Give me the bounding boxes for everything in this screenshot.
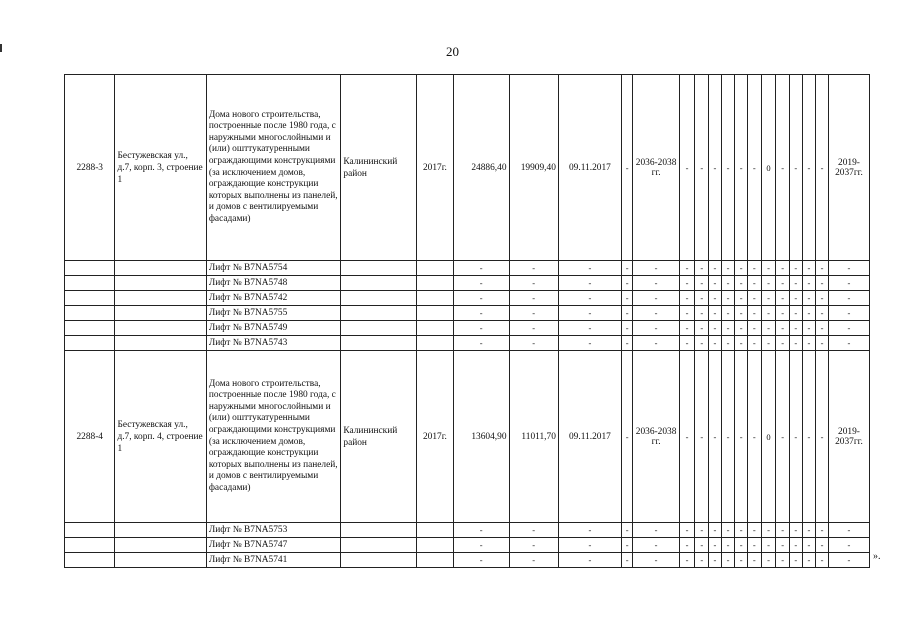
dash-cell: - bbox=[776, 538, 790, 553]
empty-cell bbox=[115, 553, 206, 568]
dash-cell: - bbox=[776, 261, 790, 276]
repair-period: 2036-2038 гг. bbox=[633, 75, 679, 261]
dash-cell: - bbox=[721, 523, 735, 538]
empty-cell bbox=[417, 291, 454, 306]
dash-cell: - bbox=[776, 306, 790, 321]
empty-cell bbox=[341, 261, 417, 276]
dash-cell: - bbox=[828, 553, 869, 568]
program-period: 2019-2037гг. bbox=[828, 351, 869, 523]
dash-cell: - bbox=[509, 291, 558, 306]
empty-cell bbox=[115, 321, 206, 336]
dash-cell: - bbox=[721, 336, 735, 351]
dash-cell: - bbox=[776, 291, 790, 306]
dash-cell: - bbox=[453, 306, 509, 321]
house-description: Дома нового строительства, построенные после 1980 года, с наружными многослойными и (или) ошттукатуренными ограждающими конструкциями (за исключением домов, ограждающие конструкции которых выполнены из панелей, и домов с вентилируемыми фасадами) bbox=[206, 75, 341, 261]
lift-row bbox=[65, 538, 870, 553]
lift-name: Лифт № B7NA5749 bbox=[206, 321, 341, 336]
dash-cell: - bbox=[802, 75, 816, 261]
dash-cell: - bbox=[679, 261, 695, 276]
dash-cell: - bbox=[679, 523, 695, 538]
dash-cell: - bbox=[735, 75, 748, 261]
empty-cell bbox=[341, 523, 417, 538]
empty-cell bbox=[115, 291, 206, 306]
dash-cell: - bbox=[633, 321, 679, 336]
dash-cell: - bbox=[509, 538, 558, 553]
dash-cell: - bbox=[790, 261, 803, 276]
living-area: 11011,70 bbox=[509, 351, 558, 523]
dash-cell: - bbox=[509, 336, 558, 351]
dash-cell: - bbox=[558, 321, 621, 336]
dash-cell: - bbox=[721, 351, 735, 523]
dash-cell: - bbox=[761, 291, 776, 306]
dash-cell: - bbox=[621, 523, 633, 538]
dash-cell: - bbox=[621, 276, 633, 291]
dash-cell: - bbox=[816, 321, 829, 336]
dash-cell: - bbox=[761, 523, 776, 538]
dash-cell: - bbox=[679, 291, 695, 306]
house-address: Бестужевская ул., д.7, корп. 4, строение 1 bbox=[115, 351, 206, 523]
dash-cell: - bbox=[709, 291, 722, 306]
dash-cell: - bbox=[748, 276, 762, 291]
dash-cell: - bbox=[828, 276, 869, 291]
dash-cell: - bbox=[735, 261, 748, 276]
dash-cell: - bbox=[761, 261, 776, 276]
dash-cell: - bbox=[453, 321, 509, 336]
dash-cell: - bbox=[828, 321, 869, 336]
empty-cell bbox=[65, 276, 115, 291]
empty-cell bbox=[341, 321, 417, 336]
dash-cell: - bbox=[790, 523, 803, 538]
dash-cell: - bbox=[695, 336, 709, 351]
inspection-date: 09.11.2017 bbox=[558, 75, 621, 261]
dash-cell: - bbox=[828, 523, 869, 538]
dash-cell: - bbox=[633, 538, 679, 553]
dash-cell: - bbox=[828, 261, 869, 276]
dash-cell: - bbox=[748, 291, 762, 306]
dash-cell: - bbox=[453, 553, 509, 568]
dash-cell: - bbox=[761, 306, 776, 321]
dash-cell: - bbox=[735, 321, 748, 336]
lift-row bbox=[65, 336, 870, 351]
dash-cell: - bbox=[802, 261, 816, 276]
build-year: 2017г. bbox=[417, 351, 454, 523]
lift-name: Лифт № B7NA5742 bbox=[206, 291, 341, 306]
repair-period: 2036-2038 гг. bbox=[633, 351, 679, 523]
end-mark: ». bbox=[873, 551, 881, 562]
dash-cell: - bbox=[558, 538, 621, 553]
dash-cell: - bbox=[621, 306, 633, 321]
empty-cell bbox=[65, 336, 115, 351]
dash-cell: - bbox=[776, 351, 790, 523]
dash-cell: - bbox=[816, 538, 829, 553]
empty-cell bbox=[65, 538, 115, 553]
living-area: 19909,40 bbox=[509, 75, 558, 261]
dash-cell: - bbox=[816, 306, 829, 321]
lift-name: Лифт № B7NA5755 bbox=[206, 306, 341, 321]
dash-cell: - bbox=[621, 336, 633, 351]
empty-cell bbox=[417, 336, 454, 351]
lift-name: Лифт № B7NA5754 bbox=[206, 261, 341, 276]
dash-cell: - bbox=[509, 553, 558, 568]
dash-cell: - bbox=[453, 538, 509, 553]
dash-cell: - bbox=[790, 291, 803, 306]
dash-cell: - bbox=[679, 553, 695, 568]
dash-cell: - bbox=[761, 321, 776, 336]
dash-cell: - bbox=[802, 553, 816, 568]
dash-cell: - bbox=[621, 538, 633, 553]
house-number: 2288-3 bbox=[65, 75, 115, 261]
empty-cell bbox=[417, 523, 454, 538]
dash-cell: - bbox=[709, 321, 722, 336]
empty-cell bbox=[65, 523, 115, 538]
dash-cell: - bbox=[679, 306, 695, 321]
page-number: 20 bbox=[446, 44, 459, 59]
dash-cell: - bbox=[509, 261, 558, 276]
dash-cell: - bbox=[633, 336, 679, 351]
empty-cell bbox=[65, 553, 115, 568]
dash-cell: - bbox=[776, 553, 790, 568]
dash-cell: - bbox=[721, 553, 735, 568]
dash-cell: - bbox=[453, 261, 509, 276]
dash-cell: - bbox=[509, 523, 558, 538]
dash-cell: - bbox=[776, 523, 790, 538]
dash-cell: - bbox=[790, 306, 803, 321]
dash-cell: - bbox=[633, 261, 679, 276]
lift-name: Лифт № B7NA5747 bbox=[206, 538, 341, 553]
dash-cell: - bbox=[679, 321, 695, 336]
dash-cell: - bbox=[695, 553, 709, 568]
dash-cell: - bbox=[621, 75, 633, 261]
empty-cell bbox=[417, 321, 454, 336]
dash-cell: - bbox=[633, 553, 679, 568]
dash-cell: - bbox=[679, 351, 695, 523]
dash-cell: - bbox=[748, 261, 762, 276]
dash-cell: - bbox=[816, 291, 829, 306]
lift-row bbox=[65, 553, 870, 568]
dash-cell: - bbox=[721, 321, 735, 336]
dash-cell: - bbox=[816, 351, 829, 523]
dash-cell: - bbox=[709, 336, 722, 351]
dash-cell: - bbox=[828, 336, 869, 351]
dash-cell: - bbox=[802, 538, 816, 553]
dash-cell: - bbox=[558, 336, 621, 351]
dash-cell: - bbox=[633, 306, 679, 321]
empty-cell bbox=[65, 261, 115, 276]
empty-cell bbox=[417, 553, 454, 568]
dash-cell: - bbox=[816, 553, 829, 568]
empty-cell bbox=[417, 276, 454, 291]
dash-cell: - bbox=[633, 291, 679, 306]
dash-cell: - bbox=[816, 336, 829, 351]
dash-cell: - bbox=[748, 553, 762, 568]
empty-cell bbox=[65, 306, 115, 321]
dash-cell: - bbox=[453, 336, 509, 351]
dash-cell: - bbox=[776, 321, 790, 336]
lift-row bbox=[65, 276, 870, 291]
dash-cell: - bbox=[816, 523, 829, 538]
lift-name: Лифт № B7NA5741 bbox=[206, 553, 341, 568]
dash-cell: - bbox=[709, 538, 722, 553]
dash-cell: - bbox=[453, 276, 509, 291]
house-row bbox=[65, 75, 870, 261]
dash-cell: - bbox=[816, 276, 829, 291]
dash-cell: - bbox=[695, 321, 709, 336]
dash-cell: - bbox=[828, 306, 869, 321]
dash-cell: - bbox=[735, 351, 748, 523]
lift-name: Лифт № B7NA5753 bbox=[206, 523, 341, 538]
dash-cell: - bbox=[761, 276, 776, 291]
dash-cell: - bbox=[695, 75, 709, 261]
dash-cell: - bbox=[790, 538, 803, 553]
dash-cell: - bbox=[735, 306, 748, 321]
dash-cell: - bbox=[735, 553, 748, 568]
dash-cell: - bbox=[761, 538, 776, 553]
dash-cell: - bbox=[558, 261, 621, 276]
program-period: 2019-2037гг. bbox=[828, 75, 869, 261]
empty-cell bbox=[341, 276, 417, 291]
dash-cell: - bbox=[721, 75, 735, 261]
dash-cell: - bbox=[721, 276, 735, 291]
build-year: 2017г. bbox=[417, 75, 454, 261]
district: Калининский район bbox=[341, 351, 417, 523]
dash-cell: - bbox=[558, 276, 621, 291]
dash-cell: - bbox=[816, 261, 829, 276]
empty-cell bbox=[115, 306, 206, 321]
dash-cell: - bbox=[558, 291, 621, 306]
dash-cell: - bbox=[735, 538, 748, 553]
zero-cell: 0 bbox=[761, 351, 776, 523]
dash-cell: - bbox=[790, 351, 803, 523]
dash-cell: - bbox=[709, 351, 722, 523]
lift-row bbox=[65, 321, 870, 336]
empty-cell bbox=[115, 538, 206, 553]
dash-cell: - bbox=[802, 276, 816, 291]
dash-cell: - bbox=[790, 276, 803, 291]
dash-cell: - bbox=[695, 291, 709, 306]
dash-cell: - bbox=[709, 75, 722, 261]
empty-cell bbox=[65, 321, 115, 336]
dash-cell: - bbox=[790, 321, 803, 336]
dash-cell: - bbox=[828, 291, 869, 306]
district: Калининский район bbox=[341, 75, 417, 261]
dash-cell: - bbox=[509, 276, 558, 291]
dash-cell: - bbox=[709, 523, 722, 538]
dash-cell: - bbox=[621, 261, 633, 276]
dash-cell: - bbox=[679, 336, 695, 351]
dash-cell: - bbox=[695, 523, 709, 538]
lift-row bbox=[65, 261, 870, 276]
dash-cell: - bbox=[735, 523, 748, 538]
dash-cell: - bbox=[709, 306, 722, 321]
dash-cell: - bbox=[816, 75, 829, 261]
dash-cell: - bbox=[621, 553, 633, 568]
house-row bbox=[65, 351, 870, 523]
dash-cell: - bbox=[633, 276, 679, 291]
empty-cell bbox=[115, 523, 206, 538]
house-address: Бестужевская ул., д.7, корп. 3, строение 1 bbox=[115, 75, 206, 261]
dash-cell: - bbox=[695, 538, 709, 553]
dash-cell: - bbox=[621, 321, 633, 336]
dash-cell: - bbox=[558, 306, 621, 321]
dash-cell: - bbox=[621, 351, 633, 523]
dash-cell: - bbox=[721, 261, 735, 276]
dash-cell: - bbox=[748, 336, 762, 351]
dash-cell: - bbox=[748, 75, 762, 261]
empty-cell bbox=[341, 336, 417, 351]
lift-name: Лифт № B7NA5748 bbox=[206, 276, 341, 291]
dash-cell: - bbox=[802, 291, 816, 306]
empty-cell bbox=[115, 261, 206, 276]
empty-cell bbox=[341, 553, 417, 568]
dash-cell: - bbox=[802, 336, 816, 351]
dash-cell: - bbox=[735, 276, 748, 291]
dash-cell: - bbox=[735, 336, 748, 351]
dash-cell: - bbox=[735, 291, 748, 306]
dash-cell: - bbox=[776, 336, 790, 351]
house-description: Дома нового строительства, построенные после 1980 года, с наружными многослойными и (или) ошттукатуренными ограждающими конструкциями (за исключением домов, ограждающие конструкции которых выполнены из панелей, и домов с вентилируемыми фасадами) bbox=[206, 351, 341, 523]
dash-cell: - bbox=[790, 75, 803, 261]
dash-cell: - bbox=[679, 75, 695, 261]
dash-cell: - bbox=[748, 538, 762, 553]
dash-cell: - bbox=[709, 261, 722, 276]
total-area: 13604,90 bbox=[453, 351, 509, 523]
dash-cell: - bbox=[679, 538, 695, 553]
dash-cell: - bbox=[709, 276, 722, 291]
dash-cell: - bbox=[721, 291, 735, 306]
dash-cell: - bbox=[621, 291, 633, 306]
dash-cell: - bbox=[748, 351, 762, 523]
dash-cell: - bbox=[453, 291, 509, 306]
dash-cell: - bbox=[802, 351, 816, 523]
dash-cell: - bbox=[802, 523, 816, 538]
house-number: 2288-4 bbox=[65, 351, 115, 523]
lift-row bbox=[65, 306, 870, 321]
dash-cell: - bbox=[709, 553, 722, 568]
housing-table bbox=[64, 74, 870, 568]
empty-cell bbox=[341, 306, 417, 321]
dash-cell: - bbox=[453, 523, 509, 538]
empty-cell bbox=[341, 291, 417, 306]
dash-cell: - bbox=[695, 351, 709, 523]
empty-cell bbox=[115, 276, 206, 291]
dash-cell: - bbox=[558, 553, 621, 568]
empty-cell bbox=[417, 306, 454, 321]
dash-cell: - bbox=[695, 276, 709, 291]
empty-cell bbox=[417, 538, 454, 553]
dash-cell: - bbox=[828, 538, 869, 553]
total-area: 24886,40 bbox=[453, 75, 509, 261]
dash-cell: - bbox=[776, 75, 790, 261]
dash-cell: - bbox=[790, 553, 803, 568]
lift-name: Лифт № B7NA5743 bbox=[206, 336, 341, 351]
dash-cell: - bbox=[761, 553, 776, 568]
dash-cell: - bbox=[802, 321, 816, 336]
dash-cell: - bbox=[748, 306, 762, 321]
dash-cell: - bbox=[558, 523, 621, 538]
dash-cell: - bbox=[761, 336, 776, 351]
empty-cell bbox=[417, 261, 454, 276]
dash-cell: - bbox=[721, 306, 735, 321]
dash-cell: - bbox=[776, 276, 790, 291]
empty-cell bbox=[115, 336, 206, 351]
dash-cell: - bbox=[790, 336, 803, 351]
dash-cell: - bbox=[721, 538, 735, 553]
dash-cell: - bbox=[509, 321, 558, 336]
inspection-date: 09.11.2017 bbox=[558, 351, 621, 523]
dash-cell: - bbox=[802, 306, 816, 321]
lift-row bbox=[65, 291, 870, 306]
dash-cell: - bbox=[509, 306, 558, 321]
lift-row bbox=[65, 523, 870, 538]
zero-cell: 0 bbox=[761, 75, 776, 261]
dash-cell: - bbox=[695, 261, 709, 276]
dash-cell: - bbox=[695, 306, 709, 321]
dash-cell: - bbox=[748, 321, 762, 336]
empty-cell bbox=[341, 538, 417, 553]
dash-cell: - bbox=[748, 523, 762, 538]
dash-cell: - bbox=[633, 523, 679, 538]
dash-cell: - bbox=[679, 276, 695, 291]
empty-cell bbox=[65, 291, 115, 306]
